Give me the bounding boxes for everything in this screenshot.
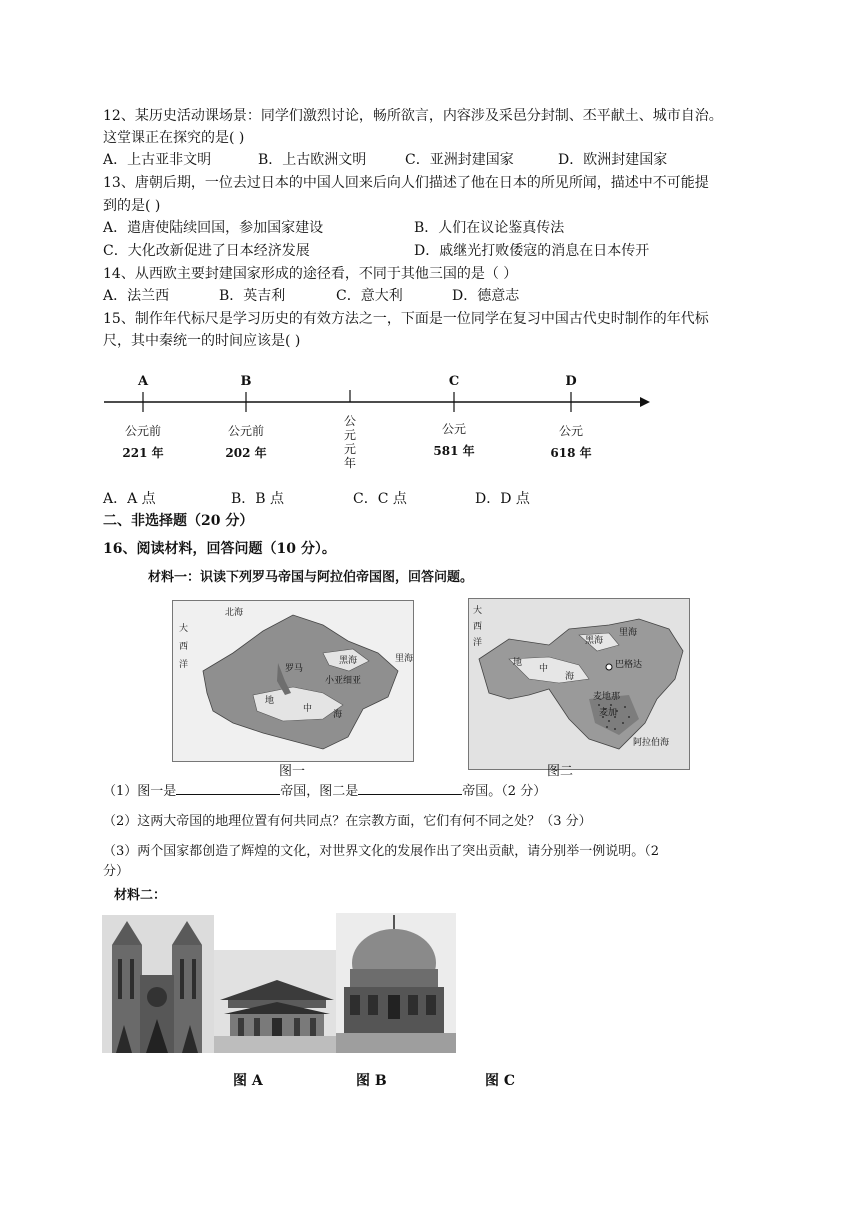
q16-sub1-part-b: 帝国，图二是: [280, 784, 359, 799]
timeline-c-line1: 公元: [441, 422, 466, 436]
timeline-point-c-date: [424, 418, 484, 462]
map2-label-black-sea: 黑海: [585, 636, 604, 646]
map2-caption: 图二: [546, 764, 573, 779]
photo-cathedral: [102, 915, 214, 1053]
map2-label-arabian-sea: 阿拉伯海: [633, 738, 670, 748]
q12-stem-line1: 12、某历史活动课场景：同学们激烈讨论，畅所欲言，内容涉及采邑分封制、丕平献土、城市自治。: [103, 108, 723, 124]
map1-label-black-sea: 黑海: [339, 656, 358, 666]
q14-option-d: D．德意志: [452, 288, 520, 304]
q15-option-b: B．B 点: [231, 491, 285, 507]
dome-graphic: [336, 913, 456, 1053]
q13-option-a: A．遣唐使陆续回国，参加国家建设: [103, 220, 324, 236]
map2-label-atlantic-2: 西: [473, 622, 483, 632]
timeline: [100, 370, 660, 470]
figure-c-label: 图 C: [485, 1073, 516, 1089]
temple-graphic: [214, 950, 340, 1053]
q12-option-b: B．上古欧洲文明: [258, 152, 367, 168]
timeline-point-c-label: C: [448, 374, 460, 389]
q16-sub1-part-a: （1）图一是: [103, 784, 177, 799]
timeline-point-b-label: B: [240, 374, 252, 389]
map1-label-rome: 罗马: [285, 664, 304, 674]
map1-label-atlantic-2: 西: [179, 642, 189, 652]
map1-label-atlantic-3: 洋: [179, 660, 189, 670]
q16-sub1-part-c: 帝国。（2 分）: [462, 784, 547, 799]
q16-material2: 材料二：: [114, 888, 167, 903]
q16-sub3-line2: 分）: [103, 864, 130, 879]
map2-label-medina: 麦地那: [593, 692, 621, 702]
map1-label-med-1: 地: [265, 696, 275, 706]
answer-blank-2[interactable]: [358, 780, 462, 795]
q13-option-c: C．大化改新促进了日本经济发展: [103, 243, 310, 259]
q12-option-a: A．上古亚非文明: [103, 152, 212, 168]
q16-sub1: [103, 780, 546, 802]
answer-blank-1[interactable]: [176, 780, 280, 795]
q16-sub3-line1: （3）两个国家都创造了辉煌的文化，对世界文化的发展作出了突出贡献，请分别举一例说明。（2: [103, 844, 660, 859]
map1-label-med-3: 海: [333, 710, 343, 720]
q12-option-c: C．亚洲封建国家: [405, 152, 514, 168]
q13-option-b: B．人们在议论鉴真传法: [414, 220, 565, 236]
timeline-d-line2: 618 年: [550, 446, 592, 460]
q14-option-b: B．英吉利: [219, 288, 286, 304]
timeline-point-b-date: [216, 420, 276, 464]
q12-stem-line2: 这堂课正在探究的是( ): [103, 130, 245, 146]
map1-label-med-2: 中: [303, 704, 313, 714]
q13-option-d: D．戚继光打败倭寇的消息在日本传开: [414, 243, 650, 259]
map1-label-atlantic-1: 大: [179, 624, 189, 634]
map1-label-asia-minor: 小亚细亚: [325, 676, 362, 686]
q16-stem: 16、阅读材料，回答问题（10 分）。: [103, 541, 336, 557]
map2-label-atlantic-1: 大: [473, 606, 483, 616]
map1-caption: 图一: [278, 764, 305, 779]
q16-sub2: （2）这两大帝国的地理位置有何共同点？在宗教方面，它们有何不同之处？（3 分）: [103, 814, 592, 829]
timeline-b-line2: 202 年: [225, 446, 267, 460]
figure-b-label: 图 B: [356, 1073, 387, 1089]
map-roman-empire: [172, 600, 414, 762]
q14-stem: 14、从西欧主要封建国家形成的途径看，不同于其他三国的是（ ）: [103, 266, 518, 282]
timeline-a-line1: 公元前: [124, 424, 161, 438]
map2-label-med-1: 地: [513, 658, 523, 668]
map2-label-atlantic-3: 洋: [473, 638, 483, 648]
map2-label-baghdad: 巴格达: [615, 660, 643, 670]
cathedral-graphic: [102, 915, 214, 1053]
timeline-c-line2: 581 年: [433, 444, 475, 458]
q14-option-c: C．意大利: [336, 288, 403, 304]
q15-option-d: D．D 点: [475, 491, 530, 507]
q15-stem-line1: 15、制作年代标尺是学习历史的有效方法之一，下面是一位同学在复习中国古代史时制作的年代标: [103, 311, 709, 327]
timeline-point-a-date: [113, 420, 173, 464]
q13-stem-line1: 13、唐朝后期，一位去过日本的中国人回来后向人们描述了他在日本的所见所闻，描述中不可能提: [103, 175, 709, 191]
q15-option-c: C．C 点: [353, 491, 407, 507]
q13-stem-line2: 到的是( ): [103, 198, 161, 214]
map2-label-med-3: 海: [565, 672, 575, 682]
q15-option-a: A．A 点: [103, 491, 156, 507]
photo-temple: [214, 950, 340, 1053]
q14-option-a: A．法兰西: [103, 288, 170, 304]
timeline-year-zero: 公元元年: [343, 414, 356, 470]
map1-label-caspian: 里海: [395, 654, 413, 664]
map2-label-mecca: 麦加: [599, 708, 618, 718]
figure-a-label: 图 A: [233, 1073, 263, 1089]
map-arab-empire-graphic: [469, 599, 689, 769]
map-roman-empire-graphic: [173, 601, 413, 761]
map2-label-med-2: 中: [539, 664, 549, 674]
map1-label-north-sea: 北海: [225, 608, 244, 618]
timeline-point-d-label: D: [565, 374, 577, 389]
photo-dome-of-rock: [336, 913, 456, 1053]
q12-option-d: D．欧洲封建国家: [558, 152, 668, 168]
map2-label-caspian: 里海: [619, 628, 638, 638]
timeline-b-line1: 公元前: [227, 424, 264, 438]
map-arab-empire: [468, 598, 690, 770]
q15-stem-line2: 尺，其中秦统一的时间应该是( ): [103, 333, 301, 349]
timeline-a-line2: 221 年: [122, 446, 164, 460]
timeline-point-a-label: A: [137, 374, 149, 389]
timeline-point-d-date: [541, 420, 601, 464]
section2-title: 二、非选择题（20 分）: [103, 513, 254, 529]
q16-material1: 材料一：识读下列罗马帝国与阿拉伯帝国图，回答问题。: [148, 570, 474, 585]
timeline-d-line1: 公元: [558, 424, 583, 438]
